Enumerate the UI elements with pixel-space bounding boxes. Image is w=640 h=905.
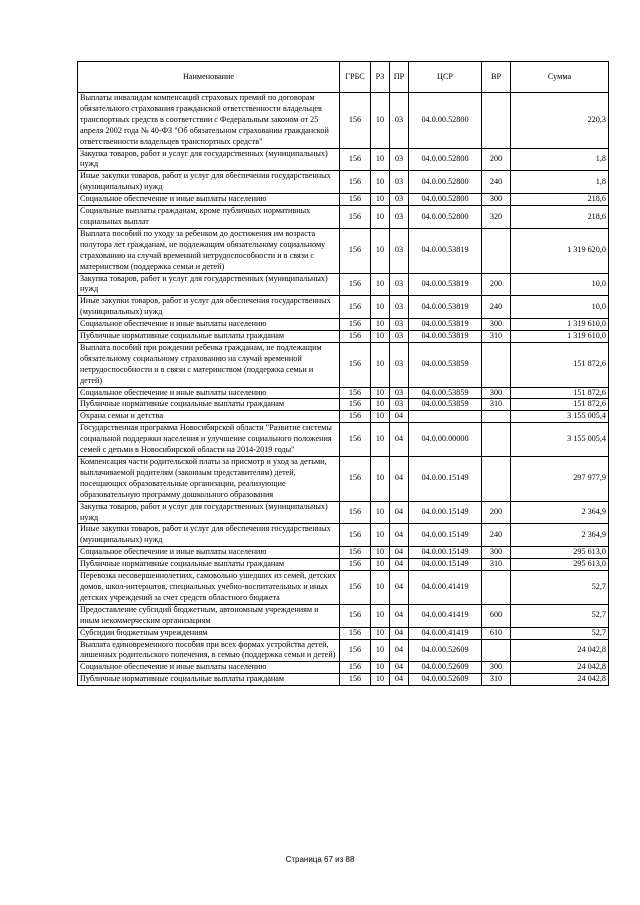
table-row bbox=[78, 148, 609, 171]
page-number: Страница 67 из 88 bbox=[285, 855, 355, 864]
table-row bbox=[78, 627, 609, 639]
table-row bbox=[78, 171, 609, 194]
cell-vr: 300 bbox=[482, 319, 511, 331]
cell-grbs: 156 bbox=[340, 148, 371, 171]
cell-pr: 04 bbox=[390, 501, 409, 524]
cell-rz: 10 bbox=[371, 501, 390, 524]
cell-pr: 03 bbox=[390, 399, 409, 411]
cell-pr: 03 bbox=[390, 228, 409, 273]
cell-vr: 300 bbox=[482, 194, 511, 206]
cell-vr: 300 bbox=[482, 387, 511, 399]
cell-pr: 04 bbox=[390, 674, 409, 686]
cell-pr: 03 bbox=[390, 331, 409, 343]
cell-vr: 310 bbox=[482, 331, 511, 343]
cell-csr: 04.0.00.15149 bbox=[409, 457, 482, 502]
cell-sum: 2 364,9 bbox=[511, 501, 609, 524]
cell-rz: 10 bbox=[371, 148, 390, 171]
cell-sum: 10,0 bbox=[511, 273, 609, 296]
cell-vr bbox=[482, 228, 511, 273]
cell-csr: 04.0.00.41419 bbox=[409, 627, 482, 639]
cell-vr: 310 bbox=[482, 674, 511, 686]
cell-pr: 03 bbox=[390, 93, 409, 149]
cell-grbs: 156 bbox=[340, 524, 371, 547]
cell-sum: 295 613,0 bbox=[511, 559, 609, 571]
header-csr: ЦСР bbox=[409, 62, 482, 93]
cell-sum: 24 042,8 bbox=[511, 639, 609, 662]
cell-vr: 310 bbox=[482, 559, 511, 571]
cell-name: Охрана семьи и детства bbox=[78, 411, 340, 423]
header-rz: РЗ bbox=[371, 62, 390, 93]
cell-grbs: 156 bbox=[340, 171, 371, 194]
cell-vr bbox=[482, 639, 511, 662]
table-row bbox=[78, 571, 609, 605]
header-vr: ВР bbox=[482, 62, 511, 93]
cell-rz: 10 bbox=[371, 399, 390, 411]
cell-grbs: 156 bbox=[340, 571, 371, 605]
cell-pr: 04 bbox=[390, 457, 409, 502]
cell-pr: 04 bbox=[390, 604, 409, 627]
header-name: Наименование bbox=[78, 62, 340, 93]
cell-name: Социальное обеспечение и иные выплаты населению bbox=[78, 387, 340, 399]
cell-sum: 1,8 bbox=[511, 171, 609, 194]
cell-name: Публичные нормативные социальные выплаты гражданам bbox=[78, 331, 340, 343]
cell-pr: 04 bbox=[390, 423, 409, 457]
cell-csr: 04.0.00.52800 bbox=[409, 206, 482, 229]
cell-sum: 218,6 bbox=[511, 206, 609, 229]
cell-vr: 200 bbox=[482, 273, 511, 296]
cell-vr bbox=[482, 342, 511, 387]
cell-pr: 03 bbox=[390, 171, 409, 194]
cell-name: Субсидии бюджетным учреждениям bbox=[78, 627, 340, 639]
cell-rz: 10 bbox=[371, 331, 390, 343]
cell-name: Выплата пособий при рождении ребенка гражданам, не подлежащим обязательному социальному страхованию на случай временной нетрудоспособности и в связи с материнством (поддержка семьи и детей) bbox=[78, 342, 340, 387]
cell-name: Социальное обеспечение и иные выплаты населению bbox=[78, 662, 340, 674]
cell-sum: 151 872,6 bbox=[511, 387, 609, 399]
cell-pr: 03 bbox=[390, 342, 409, 387]
cell-pr: 03 bbox=[390, 148, 409, 171]
table-row bbox=[78, 331, 609, 343]
cell-name: Социальное обеспечение и иные выплаты населению bbox=[78, 319, 340, 331]
cell-grbs: 156 bbox=[340, 457, 371, 502]
cell-grbs: 156 bbox=[340, 228, 371, 273]
cell-vr: 200 bbox=[482, 148, 511, 171]
cell-sum: 3 155 005,4 bbox=[511, 411, 609, 423]
cell-rz: 10 bbox=[371, 194, 390, 206]
cell-vr: 300 bbox=[482, 547, 511, 559]
cell-pr: 04 bbox=[390, 411, 409, 423]
table-row bbox=[78, 273, 609, 296]
cell-rz: 10 bbox=[371, 319, 390, 331]
cell-csr: 04.0.00.00000 bbox=[409, 423, 482, 457]
cell-pr: 03 bbox=[390, 319, 409, 331]
cell-sum: 3 155 005,4 bbox=[511, 423, 609, 457]
cell-vr bbox=[482, 423, 511, 457]
table-row bbox=[78, 674, 609, 686]
cell-sum: 218,6 bbox=[511, 194, 609, 206]
cell-vr: 240 bbox=[482, 524, 511, 547]
cell-csr: 04.0.00.52800 bbox=[409, 93, 482, 149]
cell-csr: 04.0.00.15149 bbox=[409, 501, 482, 524]
cell-pr: 04 bbox=[390, 662, 409, 674]
cell-rz: 10 bbox=[371, 674, 390, 686]
table-row bbox=[78, 387, 609, 399]
header-pr: ПР bbox=[390, 62, 409, 93]
cell-name: Выплата пособий по уходу за ребенком до достижения им возраста полутора лет гражданам, не подлежащим обязательному социальному страхованию на случай временной нетрудоспособности и в связи с материнством (поддержка семьи и детей) bbox=[78, 228, 340, 273]
cell-csr: 04.0.00.53819 bbox=[409, 296, 482, 319]
cell-csr: 04.0.00.53859 bbox=[409, 342, 482, 387]
cell-rz: 10 bbox=[371, 411, 390, 423]
cell-csr: 04.0.00.52800 bbox=[409, 148, 482, 171]
cell-grbs: 156 bbox=[340, 399, 371, 411]
cell-sum: 24 042,8 bbox=[511, 662, 609, 674]
cell-rz: 10 bbox=[371, 296, 390, 319]
table-row bbox=[78, 342, 609, 387]
cell-name: Социальные выплаты гражданам, кроме публичных нормативных социальных выплат bbox=[78, 206, 340, 229]
cell-vr bbox=[482, 571, 511, 605]
cell-name: Закупка товаров, работ и услуг для государственных (муниципальных) нужд bbox=[78, 273, 340, 296]
cell-name: Закупка товаров, работ и услуг для государственных (муниципальных) нужд bbox=[78, 148, 340, 171]
cell-rz: 10 bbox=[371, 171, 390, 194]
table-row bbox=[78, 524, 609, 547]
cell-grbs: 156 bbox=[340, 411, 371, 423]
cell-name: Публичные нормативные социальные выплаты гражданам bbox=[78, 674, 340, 686]
cell-rz: 10 bbox=[371, 639, 390, 662]
cell-vr: 240 bbox=[482, 296, 511, 319]
cell-rz: 10 bbox=[371, 604, 390, 627]
cell-grbs: 156 bbox=[340, 273, 371, 296]
cell-vr: 310 bbox=[482, 399, 511, 411]
cell-sum: 52,7 bbox=[511, 627, 609, 639]
cell-rz: 10 bbox=[371, 342, 390, 387]
table-row bbox=[78, 399, 609, 411]
cell-name: Государственная программа Новосибирской области "Развитие системы социальной поддержки населения и улучшение социального положения семей с детьми в Новосибирской области на 2014-2019 годы" bbox=[78, 423, 340, 457]
cell-name: Публичные нормативные социальные выплаты гражданам bbox=[78, 399, 340, 411]
cell-sum: 151 872,6 bbox=[511, 342, 609, 387]
cell-csr: 04.0.00.52609 bbox=[409, 662, 482, 674]
cell-csr bbox=[409, 411, 482, 423]
cell-rz: 10 bbox=[371, 662, 390, 674]
cell-vr: 240 bbox=[482, 171, 511, 194]
table-body bbox=[78, 93, 609, 686]
cell-csr: 04.0.00.41419 bbox=[409, 571, 482, 605]
cell-grbs: 156 bbox=[340, 93, 371, 149]
table-header-row bbox=[78, 62, 609, 93]
cell-rz: 10 bbox=[371, 228, 390, 273]
cell-pr: 04 bbox=[390, 627, 409, 639]
header-grbs: ГРБС bbox=[340, 62, 371, 93]
cell-csr: 04.0.00.53859 bbox=[409, 387, 482, 399]
cell-grbs: 156 bbox=[340, 331, 371, 343]
cell-rz: 10 bbox=[371, 571, 390, 605]
cell-csr: 04.0.00.15149 bbox=[409, 524, 482, 547]
cell-name: Иные закупки товаров, работ и услуг для обеспечения государственных (муниципальных) нужд bbox=[78, 171, 340, 194]
table-row bbox=[78, 93, 609, 149]
cell-grbs: 156 bbox=[340, 501, 371, 524]
cell-rz: 10 bbox=[371, 627, 390, 639]
cell-name: Выплаты инвалидам компенсаций страховых премий по договорам обязательного страхования гражданской ответственности владельцев транспортных средств в соответствии с Федеральным законом от 25 апреля 2002 года № 40-ФЗ "Об обязательном страховании гражданской ответственности владельцев транспортных средств" bbox=[78, 93, 340, 149]
cell-csr: 04.0.00.15149 bbox=[409, 559, 482, 571]
cell-sum: 2 364,9 bbox=[511, 524, 609, 547]
cell-vr: 320 bbox=[482, 206, 511, 229]
cell-sum: 297 977,9 bbox=[511, 457, 609, 502]
cell-rz: 10 bbox=[371, 547, 390, 559]
cell-name: Иные закупки товаров, работ и услуг для обеспечения государственных (муниципальных) нужд bbox=[78, 524, 340, 547]
cell-grbs: 156 bbox=[340, 296, 371, 319]
cell-sum: 1 319 610,0 bbox=[511, 319, 609, 331]
table-row bbox=[78, 194, 609, 206]
cell-sum: 10,0 bbox=[511, 296, 609, 319]
cell-grbs: 156 bbox=[340, 319, 371, 331]
cell-vr: 610 bbox=[482, 627, 511, 639]
cell-sum: 1 319 610,0 bbox=[511, 331, 609, 343]
cell-csr: 04.0.00.53859 bbox=[409, 399, 482, 411]
cell-csr: 04.0.00.52609 bbox=[409, 639, 482, 662]
table-row bbox=[78, 423, 609, 457]
cell-grbs: 156 bbox=[340, 662, 371, 674]
cell-grbs: 156 bbox=[340, 547, 371, 559]
cell-grbs: 156 bbox=[340, 342, 371, 387]
cell-rz: 10 bbox=[371, 206, 390, 229]
header-sum: Сумма bbox=[511, 62, 609, 93]
cell-vr bbox=[482, 93, 511, 149]
table-row bbox=[78, 604, 609, 627]
cell-pr: 04 bbox=[390, 524, 409, 547]
cell-csr: 04.0.00.52609 bbox=[409, 674, 482, 686]
cell-rz: 10 bbox=[371, 273, 390, 296]
cell-csr: 04.0.00.53819 bbox=[409, 273, 482, 296]
cell-name: Социальное обеспечение и иные выплаты населению bbox=[78, 194, 340, 206]
cell-pr: 04 bbox=[390, 559, 409, 571]
cell-sum: 1,8 bbox=[511, 148, 609, 171]
cell-vr: 600 bbox=[482, 604, 511, 627]
cell-vr bbox=[482, 411, 511, 423]
cell-pr: 04 bbox=[390, 571, 409, 605]
cell-vr: 300 bbox=[482, 662, 511, 674]
cell-grbs: 156 bbox=[340, 604, 371, 627]
cell-pr: 03 bbox=[390, 273, 409, 296]
table-row bbox=[78, 411, 609, 423]
cell-name: Компенсация части родительской платы за присмотр и уход за детьми, выплачиваемой родителям (законным представителям) детей, посещающих образовательные организации, реализующие образовательную программу дошкольного образования bbox=[78, 457, 340, 502]
cell-grbs: 156 bbox=[340, 639, 371, 662]
cell-grbs: 156 bbox=[340, 674, 371, 686]
cell-vr: 200 bbox=[482, 501, 511, 524]
table-row bbox=[78, 319, 609, 331]
cell-name: Предоставление субсидий бюджетным, автономным учреждениям и иным некоммерческим организациям bbox=[78, 604, 340, 627]
table-row bbox=[78, 228, 609, 273]
cell-rz: 10 bbox=[371, 524, 390, 547]
cell-csr: 04.0.00.52800 bbox=[409, 194, 482, 206]
cell-rz: 10 bbox=[371, 559, 390, 571]
cell-name: Выплата единовременного пособия при всех формах устройства детей, лишенных родительского попечения, в семью (поддержка семьи и детей) bbox=[78, 639, 340, 662]
cell-pr: 04 bbox=[390, 639, 409, 662]
cell-vr bbox=[482, 457, 511, 502]
cell-name: Иные закупки товаров, работ и услуг для обеспечения государственных (муниципальных) нужд bbox=[78, 296, 340, 319]
cell-csr: 04.0.00.52800 bbox=[409, 171, 482, 194]
cell-name: Социальное обеспечение и иные выплаты населению bbox=[78, 547, 340, 559]
cell-pr: 03 bbox=[390, 194, 409, 206]
cell-grbs: 156 bbox=[340, 423, 371, 457]
cell-pr: 04 bbox=[390, 547, 409, 559]
cell-csr: 04.0.00.53819 bbox=[409, 319, 482, 331]
table-row bbox=[78, 206, 609, 229]
cell-rz: 10 bbox=[371, 423, 390, 457]
cell-pr: 03 bbox=[390, 296, 409, 319]
cell-csr: 04.0.00.41419 bbox=[409, 604, 482, 627]
cell-name: Закупка товаров, работ и услуг для государственных (муниципальных) нужд bbox=[78, 501, 340, 524]
cell-rz: 10 bbox=[371, 457, 390, 502]
budget-table bbox=[77, 61, 609, 686]
cell-rz: 10 bbox=[371, 93, 390, 149]
cell-csr: 04.0.00.15149 bbox=[409, 547, 482, 559]
cell-sum: 220,3 bbox=[511, 93, 609, 149]
cell-grbs: 156 bbox=[340, 194, 371, 206]
table-row bbox=[78, 501, 609, 524]
cell-name: Публичные нормативные социальные выплаты гражданам bbox=[78, 559, 340, 571]
cell-csr: 04.0.00.53819 bbox=[409, 228, 482, 273]
cell-grbs: 156 bbox=[340, 206, 371, 229]
cell-sum: 151 872,6 bbox=[511, 399, 609, 411]
cell-sum: 295 613,0 bbox=[511, 547, 609, 559]
cell-csr: 04.0.00.53819 bbox=[409, 331, 482, 343]
table-row bbox=[78, 639, 609, 662]
cell-pr: 03 bbox=[390, 206, 409, 229]
table-row bbox=[78, 662, 609, 674]
cell-rz: 10 bbox=[371, 387, 390, 399]
cell-pr: 03 bbox=[390, 387, 409, 399]
cell-sum: 52,7 bbox=[511, 604, 609, 627]
table-row bbox=[78, 457, 609, 502]
cell-name: Перевозка несовершеннолетних, самовольно ушедших из семей, детских домов, школ-интернатов, специальных учебно-воспитательных и иных детских учреждений за счет средств областного бюджета bbox=[78, 571, 340, 605]
cell-sum: 52,7 bbox=[511, 571, 609, 605]
cell-grbs: 156 bbox=[340, 559, 371, 571]
cell-sum: 1 319 620,0 bbox=[511, 228, 609, 273]
table-row bbox=[78, 547, 609, 559]
cell-grbs: 156 bbox=[340, 387, 371, 399]
cell-sum: 24 042,8 bbox=[511, 674, 609, 686]
cell-grbs: 156 bbox=[340, 627, 371, 639]
table-row bbox=[78, 296, 609, 319]
table-row bbox=[78, 559, 609, 571]
